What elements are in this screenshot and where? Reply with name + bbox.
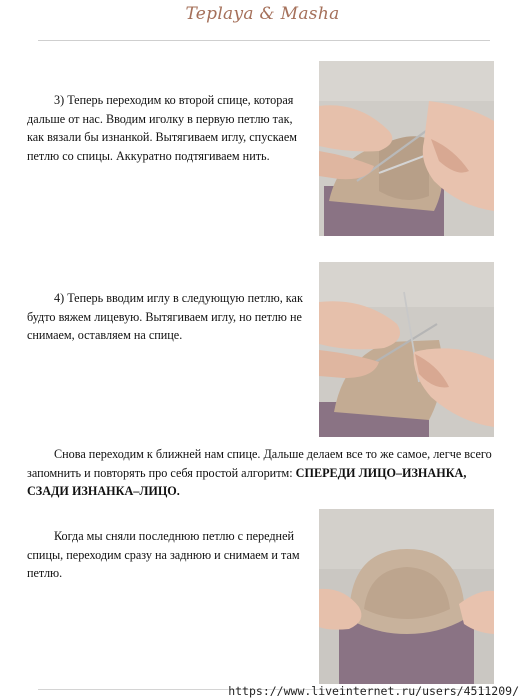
algorithm-body: Снова переходим к ближней нам спице. Дальше делаем все то же самое, легче всего запомнить и повторять про себя простой алгоритм: [27, 447, 492, 480]
last-step-body: Когда мы сняли последнюю петлю с передней спицы, переходим сразу на заднюю и снимаем и там петлю. [27, 529, 300, 580]
knitting-photo-2 [319, 262, 494, 437]
knitting-photo-1 [319, 61, 494, 236]
step-3-text [27, 91, 302, 165]
algorithm-text [27, 445, 492, 501]
step-3-body: 3) Теперь переходим ко второй спице, которая дальше от нас. Вводим иголку в первую петлю так, как вязали бы изнанкой. Вытягиваем иглу, спускаем петлю со спицы. Аккуратно подтягиваем нить. [27, 93, 297, 163]
header-divider [38, 40, 490, 41]
source-watermark: https://www.liveinternet.ru/users/4511209/ [228, 684, 519, 698]
brand-logo: Teplaya & Masha [185, 4, 340, 24]
knitting-photo-3-icon [319, 509, 494, 684]
last-step-text [27, 527, 310, 583]
step-4-body: 4) Теперь вводим иглу в следующую петлю, как будто вяжем лицевую. Вытягиваем иглу, но петлю не снимаем, оставляем на спице. [27, 291, 303, 342]
knitting-photo-2-icon [319, 262, 494, 437]
knitting-photo-3 [319, 509, 494, 684]
knitting-photo-1-icon [319, 61, 494, 236]
step-4-text [27, 289, 310, 345]
algorithm-emphasis: СПЕРЕДИ ЛИЦО–ИЗНАНКА, СЗАДИ ИЗНАНКА–ЛИЦО. [27, 465, 467, 498]
